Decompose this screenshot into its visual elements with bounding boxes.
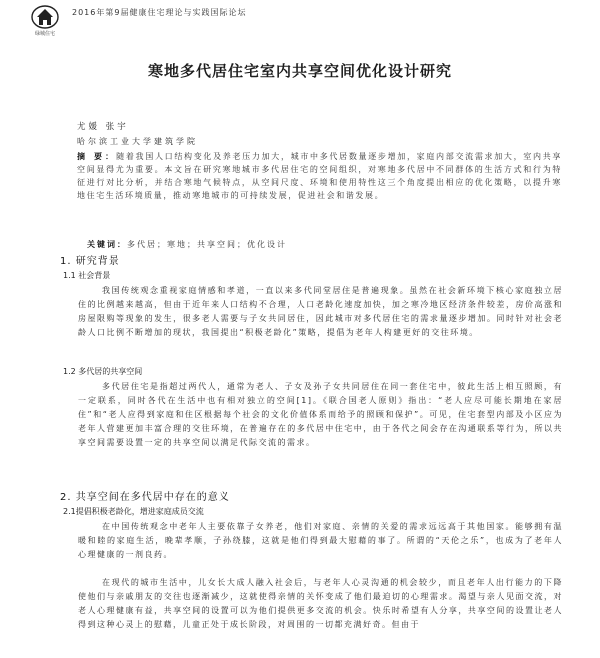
section-2-heading: 2. 共享空间在多代居中存在的意义 <box>60 492 230 503</box>
section-1-heading: 1. 研究背景 <box>60 256 120 267</box>
keywords <box>87 239 287 250</box>
abstract <box>77 150 562 202</box>
section-2-1-paragraph-1: 在中国传统观念中老年人主要依靠子女养老，他们对家庭、亲情的关爱的需求远远高于其他国家。能够拥有温暖和睦的家庭生活，晚辈孝顺，子孙绕膝，这就是他们得到最大慰藉的事了。所谓的“天伦之乐”，也成为了老年人心理健康的一剂良药。 <box>78 522 563 559</box>
section-2-1-paragraph-2: 在现代的城市生活中，儿女长大成人融入社会后，与老年人心灵沟通的机会较少，而且老年人出行能力的下降使他们与亲戚朋友的交往也逐渐减少，这就使得亲情的关怀变成了他们最迫切的心理需求。渴望与亲人见面交流，对老人心理健康有益，共享空间的设置可以为他们提供更多交流的机会。快乐时希望有人分享，共享空间的设置让老人得到这种心灵上的慰藉，儿童正处于成长阶段，对周围的一切都充满好奇。但由于 <box>78 578 563 629</box>
paper-title: 寒地多代居住宅室内共享空间优化设计研究 <box>147 62 452 80</box>
conference-title: 2016年第9届健康住宅理论与实践国际论坛 <box>72 8 247 17</box>
abstract-label: 摘 要： <box>77 152 117 161</box>
logo-caption: 绿城住宅 <box>34 31 55 37</box>
section-1-2-paragraph: 多代居住宅是指超过两代人，通常为老人、子女及孙子女共同居住在同一套住宅中，彼此生活上相互照顾，有一定联系，同时各代在生活中也有相对独立的空间[1]。《联合国老人原则》指出：“老人应尽可能长期地在家居住”和“老人应得到家庭和住区根据每个社会的文化价值体系而给予的照顾和保护”。可见，住宅套型内部及小区应为老年人营建更加丰富合理的交往环境，在普遍存在的多代居中住宅中，由于各代之间会存在沟通联系等行为，所以共享空间需要设置一定的共享空间以满足代际交流的需求。 <box>78 382 563 447</box>
paper-authors: 尤媛 张宇 <box>77 122 129 132</box>
keywords-text: 多代居；寒地；共享空间；优化设计 <box>127 240 287 249</box>
page-header <box>28 4 588 40</box>
section-2-1-heading: 2.1提倡积极老龄化，增进家庭成员交流 <box>63 507 204 516</box>
paper-affiliation: 哈尔滨工业大学建筑学院 <box>77 137 198 146</box>
section-1-1-paragraph: 我国传统观念重视家庭情感和孝道，一直以来多代同堂居住是普遍现象。虽然在社会新环境下核心家庭独立居住的比例越来越高，但由于近年来人口结构不合理，人口老龄化速度加快，加之寒冷地区经济条件较差，房价高涨和房屋限购等现象的发生，很多老人需要与子女共同居住，因此城市对多代居住宅的需求量逐步增加。同时针对社会老龄人口比例不断增加的现状，我国提出“积极老龄化”策略，提倡为老年人构建更好的交往环境。 <box>78 286 563 337</box>
keywords-label: 关键词： <box>87 240 127 249</box>
section-1-1-heading: 1.1 社会背景 <box>63 271 111 280</box>
section-1-2-heading: 1.2 多代居的共享空间 <box>63 367 143 376</box>
abstract-text: 随着我国人口结构变化及养老压力加大，城市中多代居数量逐步增加，家庭内部交流需求加大，室内共享空间显得尤为重要。本文旨在研究寒地城市多代居住宅的空间组织，对寒地多代居中不同群体的生活方式和行为特征进行对比分析，并结合寒地气候特点，从空间尺度、环境和使用特性这三个角度提出相应的优化策略，以提升寒地住宅生活环境质量，推动寒地城市的可持续发展，促进社会和谐发展。 <box>77 152 562 200</box>
